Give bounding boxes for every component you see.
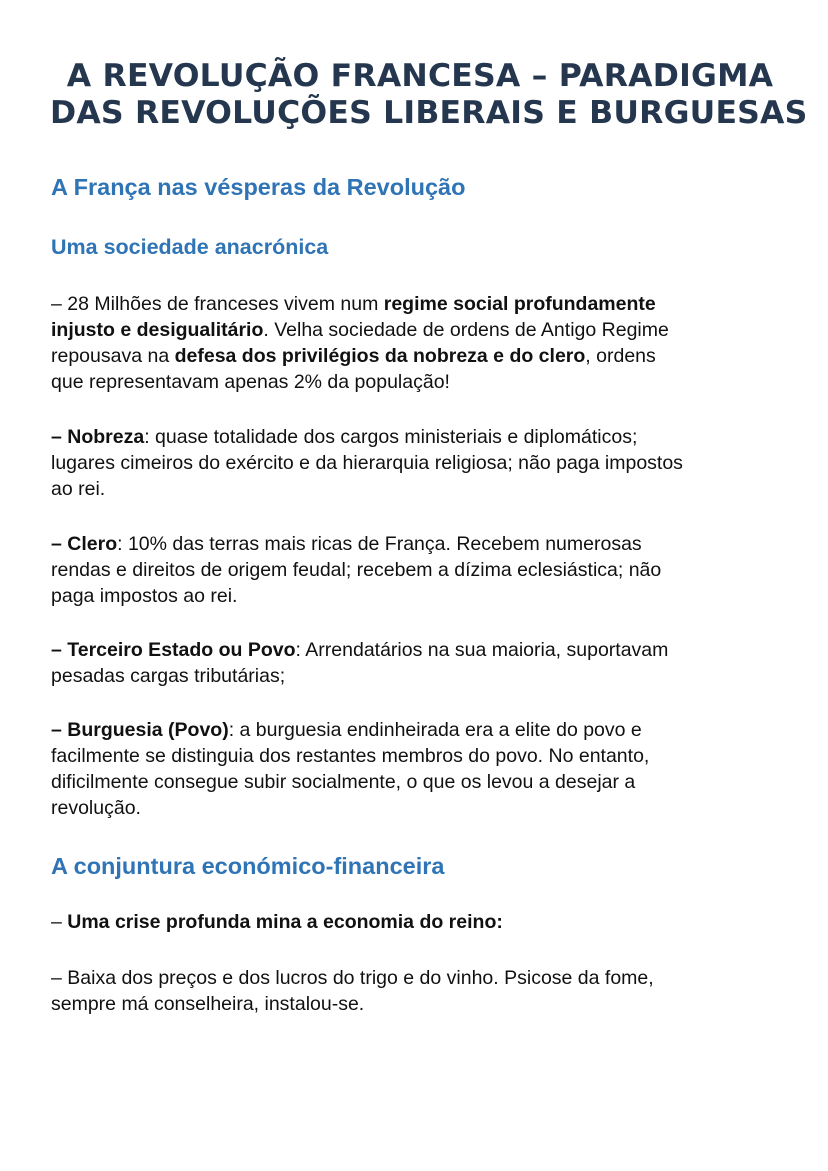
third-estate-text: : Arrendatários na sua maioria, suportavam: [295, 639, 669, 661]
nobility-text: lugares cimeiros do exército e da hierarquia religiosa; não paga impostos: [51, 452, 683, 474]
paragraph-bourgeoisie: [51, 717, 791, 821]
p1-text: – 28 Milhões de franceses vivem num: [51, 293, 384, 315]
section-heading-economic-situation: A conjuntura económico-financeira: [51, 853, 445, 879]
paragraph-third-estate: [51, 637, 791, 689]
clergy-text: paga impostos ao rei.: [51, 585, 238, 607]
bourgeoisie-text: : a burguesia endinheirada era a elite do povo e: [228, 719, 642, 741]
p1-text: , ordens: [585, 345, 656, 367]
document-title-line-1: A REVOLUÇÃO FRANCESA – PARADIGMA: [66, 58, 774, 94]
nobility-text: : quase totalidade dos cargos ministeriais e diplomáticos;: [144, 426, 638, 448]
document-title-line-2: DAS REVOLUÇÕES LIBERAIS E BURGUESAS: [50, 95, 808, 131]
clergy-text: rendas e direitos de origem feudal; recebem a dízima eclesiástica; não: [51, 559, 662, 581]
p1-text: que representavam apenas 2% da população!: [51, 371, 450, 393]
paragraph-crisis-lead: [51, 909, 791, 935]
paragraph-society-intro: [51, 291, 791, 395]
bourgeoisie-label: – Burguesia (Povo): [51, 719, 229, 741]
third-estate-label: – Terceiro Estado ou Povo: [51, 639, 296, 661]
p1-bold: defesa dos privilégios da nobreza e do clero: [174, 345, 586, 367]
section-heading-france-eve-of-revolution: A França nas vésperas da Revolução: [51, 174, 466, 200]
paragraph-nobility: [51, 424, 791, 502]
famine-text: sempre má conselheira, instalou-se.: [51, 993, 365, 1015]
third-estate-text: pesadas cargas tributárias;: [51, 665, 286, 687]
bourgeoisie-text: revolução.: [51, 797, 141, 819]
crisis-dash: –: [51, 911, 68, 933]
p1-text: repousava na: [51, 345, 175, 367]
paragraph-famine: [51, 965, 791, 1017]
document-title: [50, 58, 808, 132]
bourgeoisie-text: facilmente se distinguia dos restantes membros do povo. No entanto,: [51, 745, 650, 767]
p1-bold: regime social profundamente: [383, 293, 656, 315]
nobility-text: ao rei.: [51, 478, 106, 500]
famine-text: – Baixa dos preços e dos lucros do trigo e do vinho. Psicose da fome,: [51, 967, 654, 989]
bourgeoisie-text: dificilmente consegue subir socialmente, o que os levou a desejar a: [51, 771, 636, 793]
nobility-label: – Nobreza: [51, 426, 145, 448]
p1-bold: injusto e desigualitário: [51, 319, 264, 341]
subsection-heading-anachronic-society: Uma sociedade anacrónica: [51, 235, 329, 259]
paragraph-clergy: [51, 531, 791, 609]
crisis-bold: Uma crise profunda mina a economia do reino:: [67, 911, 503, 933]
clergy-text: : 10% das terras mais ricas de França. Recebem numerosas: [117, 533, 642, 555]
clergy-label: – Clero: [51, 533, 118, 555]
p1-text: . Velha sociedade de ordens de Antigo Regime: [263, 319, 669, 341]
